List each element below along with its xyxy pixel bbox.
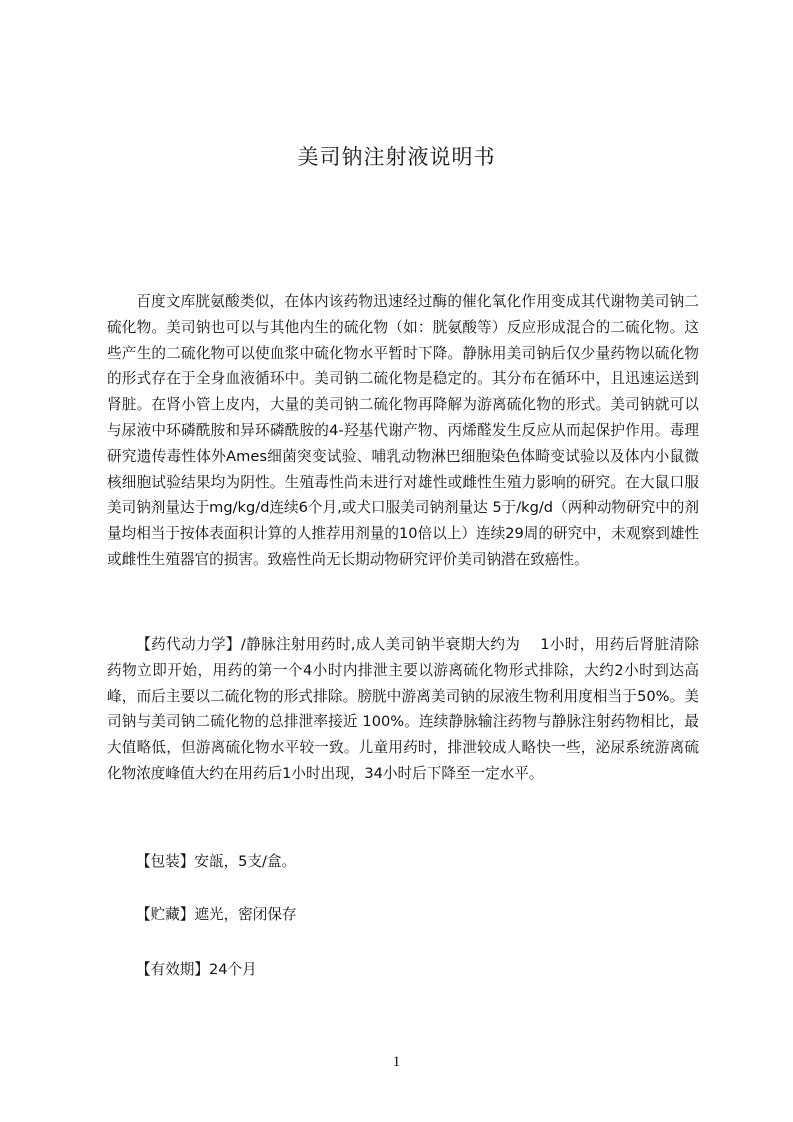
storage-field: 【贮藏】遮光，密闭保存 — [136, 906, 297, 923]
packaging-field: 【包装】安瓿，5支/盒。 — [136, 853, 297, 870]
body-paragraph-pharmacokinetics: 【药代动力学】/静脉注射用药时,成人美司钠半衰期大约为 1小时，用药后肾脏清除药物立即开始，用药的第一个4小时内排泄主要以游离硫化物形式排除，大约2小时到达高峰，而后主要以二硫化物的形式排除。膀胱中游离美司钠的尿液生物利用度相当于50%。美司钠与美司钠二硫化物的总排泄率接近 100%。连续静脉输注药物与静脉注射药物相比，最大值略低，但游离硫化物水平较一致。儿童用药时，排泄较成人略快一些，泌尿系统游离硫化物浓度峰值大约在用药后1小时出现，34小时后下降至一定水平。 — [107, 636, 699, 782]
body-paragraph-pharmacology: 百度文库胱氨酸类似，在体内该药物迅速经过酶的催化氧化作用变成其代谢物美司钠二硫化物。美司钠也可以与其他内生的硫化物（如：胱氨酸等）反应形成混合的二硫化物。这些产生的二硫化物可以使血浆中硫化物水平暂时下降。静脉用美司钠后仅少量药物以硫化物的形式存在于全身血液循环中。美司钠二硫化物是稳定的。其分布在循环中，且迅速运送到肾脏。在肾小管上皮内，大量的美司钠二硫化物再降解为游离硫化物的形式。美司钠就可以与尿液中环磷酰胺和异环磷酰胺的4-羟基代谢产物、丙烯醛发生反应从而起保护作用。毒理研究遗传毒性体外Ames细菌突变试验、哺乳动物淋巴细胞染色体畸变试验以及体内小鼠微核细胞试验结果均为阴性。生殖毒性尚未进行对雄性或雌性生殖力影响的研究。在大鼠口服美司钠剂量达于mg/kg/d连续6个月,或犬口服美司钠剂量达 5于/kg/d（两种动物研究中的剂量均相当于按体表面积计算的人推荐用剂量的10倍以上）连续29周的研究中，未观察到雄性或雌性生殖器官的损害。致癌性尚无长期动物研究评价美司钠潜在致癌性。 — [107, 293, 699, 568]
expiry-field: 【有效期】24个月 — [136, 961, 257, 978]
document-title: 美司钠注射液说明书 — [297, 145, 496, 169]
page-number: 1 — [392, 1054, 401, 1070]
